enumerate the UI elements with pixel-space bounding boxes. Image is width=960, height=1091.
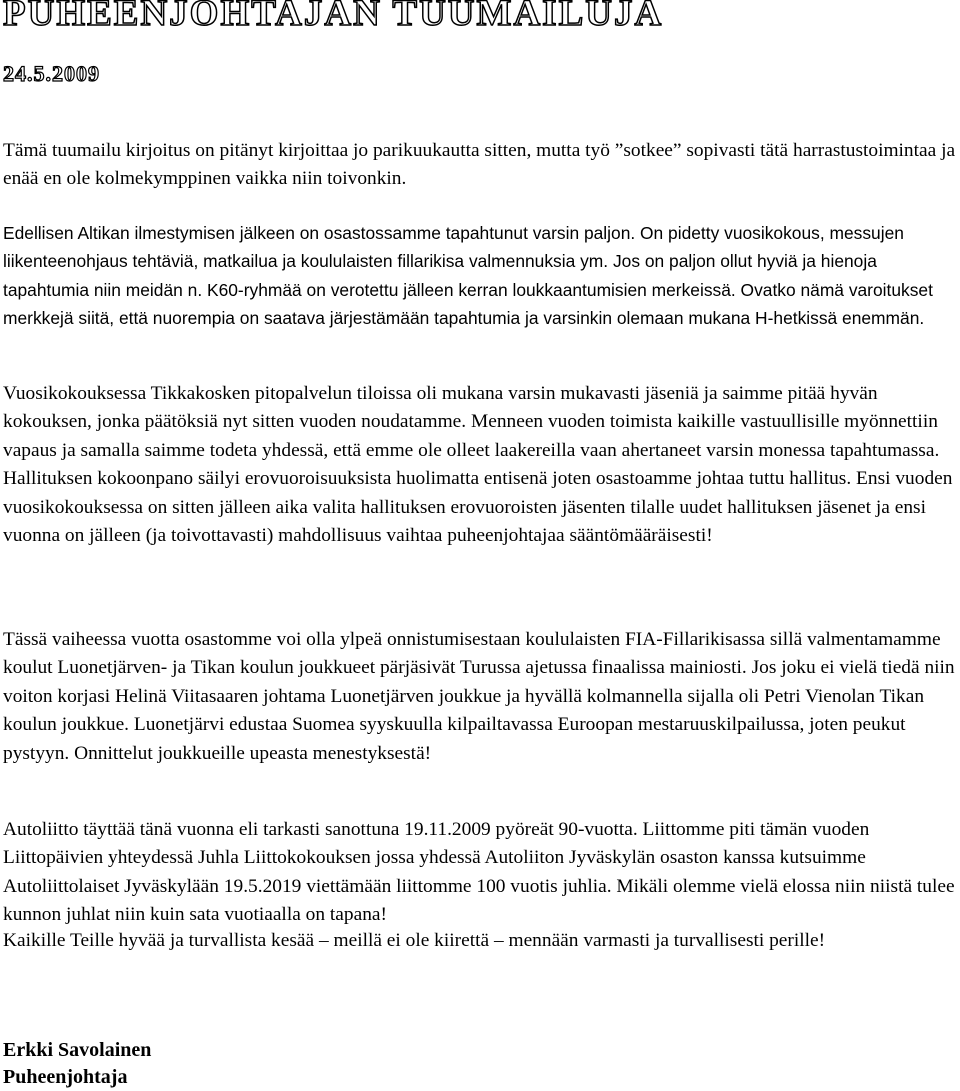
document-title: PUHEENJOHTAJAN TUUMAILUJA <box>3 0 664 34</box>
signature-name: Erkki Savolainen <box>3 1039 152 1061</box>
paragraph-intro: Tämä tuumailu kirjoitus on pitänyt kirjoittaa jo parikuukautta sitten, mutta työ ”sotkee” sopivasti tätä harrastustoimintaa ja enää en ole kolmekymppinen vaikka niin toivonkin. <box>3 140 956 190</box>
paragraph-closing: Kaikille Teille hyvää ja turvallista kesää – meillä ei ole kiirettä – mennään varmasti ja turvallisesti perille! <box>3 930 826 951</box>
paragraph-anniversary: Autoliitto täyttää tänä vuonna eli tarkasti sanottuna 19.11.2009 pyöreät 90-vuotta. Liittomme piti tämän vuoden Liittopäivien yhteydessä Juhla Liittokokouksen jossa yhdessä Autoliiton Jyväskylän osaston kanssa kutsuimme Autoliittolaiset Jyväskylään 19.5.2019 viettämään liittomme 100 vuotis juhlia. Mikäli olemme vielä elossa niin niistä tulee kunnon juhlat niin kuin sata vuotiaalla on tapana! <box>3 819 955 926</box>
paragraph-annual-meeting: Vuosikokouksessa Tikkakosken pitopalvelun tiloissa oli mukana varsin mukavasti jäseniä ja saimme pitää hyvän kokouksen, jonka päätöksiä nyt sitten vuoden noudatamme. Menneen vuoden toimista kaikille vastuullisille myönnettiin vapaus ja samalla saimme todeta yhdessä, että emme ole olleet laakereilla vaan ahertaneet varsin monessa tapahtumassa. Hallituksen kokoonpano säilyi erovuoroisuuksista huolimatta entisenä joten osastoamme johtaa tuttu hallitus. Ensi vuoden vuosikokouksessa on sitten jälleen aika valita hallituksen erovuoroisten jäsenten tilalle uudet hallituksen jäsenet ja ensi vuonna on jälleen (ja toivottavasti) mahdollisuus vaihtaa puheenjohtajaa sääntömääräisesti! <box>3 383 953 547</box>
document-date: 24.5.2009 <box>3 61 100 86</box>
signature-role: Puheenjohtaja <box>3 1066 128 1088</box>
paragraph-bike-competition: Tässä vaiheessa vuotta osastomme voi olla ylpeä onnistumisestaan koululaisten FIA-Fillarikisassa sillä valmentamamme koulut Luonetjärven- ja Tikan koulun joukkueet pärjäsivät Turussa ajetussa finaalissa mainiosti. Jos joku ei vielä tiedä niin voiton korjasi Helinä Viitasaaren johtama Luonetjärven joukkue ja hyvällä kolmannella sijalla oli Petri Vienolan Tikan koulun joukkue. Luonetjärvi edustaa Suomea syyskuulla kilpailtavassa Euroopan mestaruuskilpailussa, joten peukut pystyyn. Onnittelut joukkueille upeasta menestyksestä! <box>3 629 955 764</box>
paragraph-recent-events: Edellisen Altikan ilmestymisen jälkeen on osastossamme tapahtunut varsin paljon. On pidetty vuosikokous, messujen liikenteenohjaus tehtäviä, matkailua ja koululaisten fillarikisa valmennuksia ym. Jos on paljon ollut hyviä ja hienoja tapahtumia niin meidän n. K60-ryhmää on verotettu jälleen kerran loukkaantumisien merkeissä. Ovatko nämä varoitukset merkkejä siitä, että nuorempia on saatava järjestämään tapahtumia ja varsinkin olemaan mukana H-hetkissä enemmän. <box>3 223 933 329</box>
